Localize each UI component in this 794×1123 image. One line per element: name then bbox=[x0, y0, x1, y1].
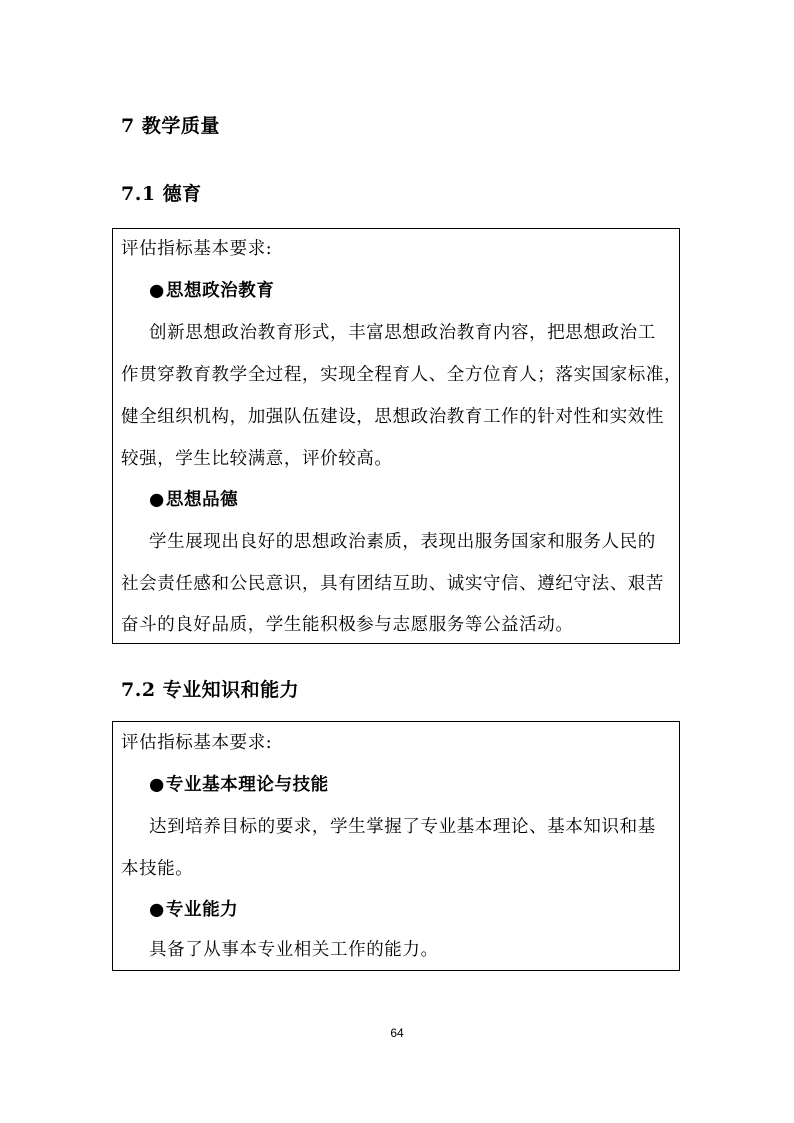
paragraph-line: 作贯穿教育教学全过程，实现全程育人、全方位育人；落实国家标准， bbox=[121, 365, 683, 385]
paragraph-line: 社会责任感和公民意识，具有团结互助、诚实守信、遵纪守法、艰苦 bbox=[121, 574, 664, 594]
subheading-ideological-education bbox=[149, 281, 274, 301]
paragraph-line: 奋斗的良好品质，学生能积极参与志愿服务等公益活动。 bbox=[121, 615, 574, 635]
paragraph-line: 创新思想政治教育形式，丰富思想政治教育内容，把思想政治工 bbox=[149, 323, 656, 343]
bullet-icon: ● bbox=[149, 281, 165, 301]
requirements-box-professional-knowledge bbox=[112, 721, 680, 971]
subheading-text: 思想品德 bbox=[165, 490, 239, 510]
box-intro: 评估指标基本要求: bbox=[121, 733, 273, 753]
paragraph-line: 达到培养目标的要求，学生掌握了专业基本理论、基本知识和基 bbox=[149, 817, 656, 837]
paragraph-line: 健全组织机构，加强队伍建设，思想政治教育工作的针对性和实效性 bbox=[121, 407, 664, 427]
page-number: 64 bbox=[390, 1026, 404, 1040]
paragraph-line: 具备了从事本专业相关工作的能力。 bbox=[149, 940, 439, 960]
box-intro: 评估指标基本要求: bbox=[121, 239, 273, 259]
paragraph-line: 学生展现出良好的思想政治素质，表现出服务国家和服务人民的 bbox=[149, 532, 656, 552]
section-heading-professional-knowledge: 7.2 专业知识和能力 bbox=[121, 679, 300, 701]
paragraph-line: 较强，学生比较满意，评价较高。 bbox=[121, 449, 393, 469]
bullet-icon: ● bbox=[149, 900, 165, 920]
subheading-text: 专业基本理论与技能 bbox=[165, 775, 329, 795]
subheading-text: 思想政治教育 bbox=[165, 281, 275, 301]
chapter-heading: 7 教学质量 bbox=[121, 115, 220, 137]
bullet-icon: ● bbox=[149, 490, 165, 510]
subheading-moral-character bbox=[149, 490, 238, 510]
section-heading-moral-education: 7.1 德育 bbox=[121, 183, 202, 205]
subheading-theory-and-skills bbox=[149, 775, 329, 795]
paragraph-line: 本技能。 bbox=[121, 859, 194, 879]
requirements-box-moral-education bbox=[112, 228, 683, 644]
bullet-icon: ● bbox=[149, 775, 165, 795]
subheading-professional-ability bbox=[149, 900, 238, 920]
subheading-text: 专业能力 bbox=[165, 900, 239, 920]
